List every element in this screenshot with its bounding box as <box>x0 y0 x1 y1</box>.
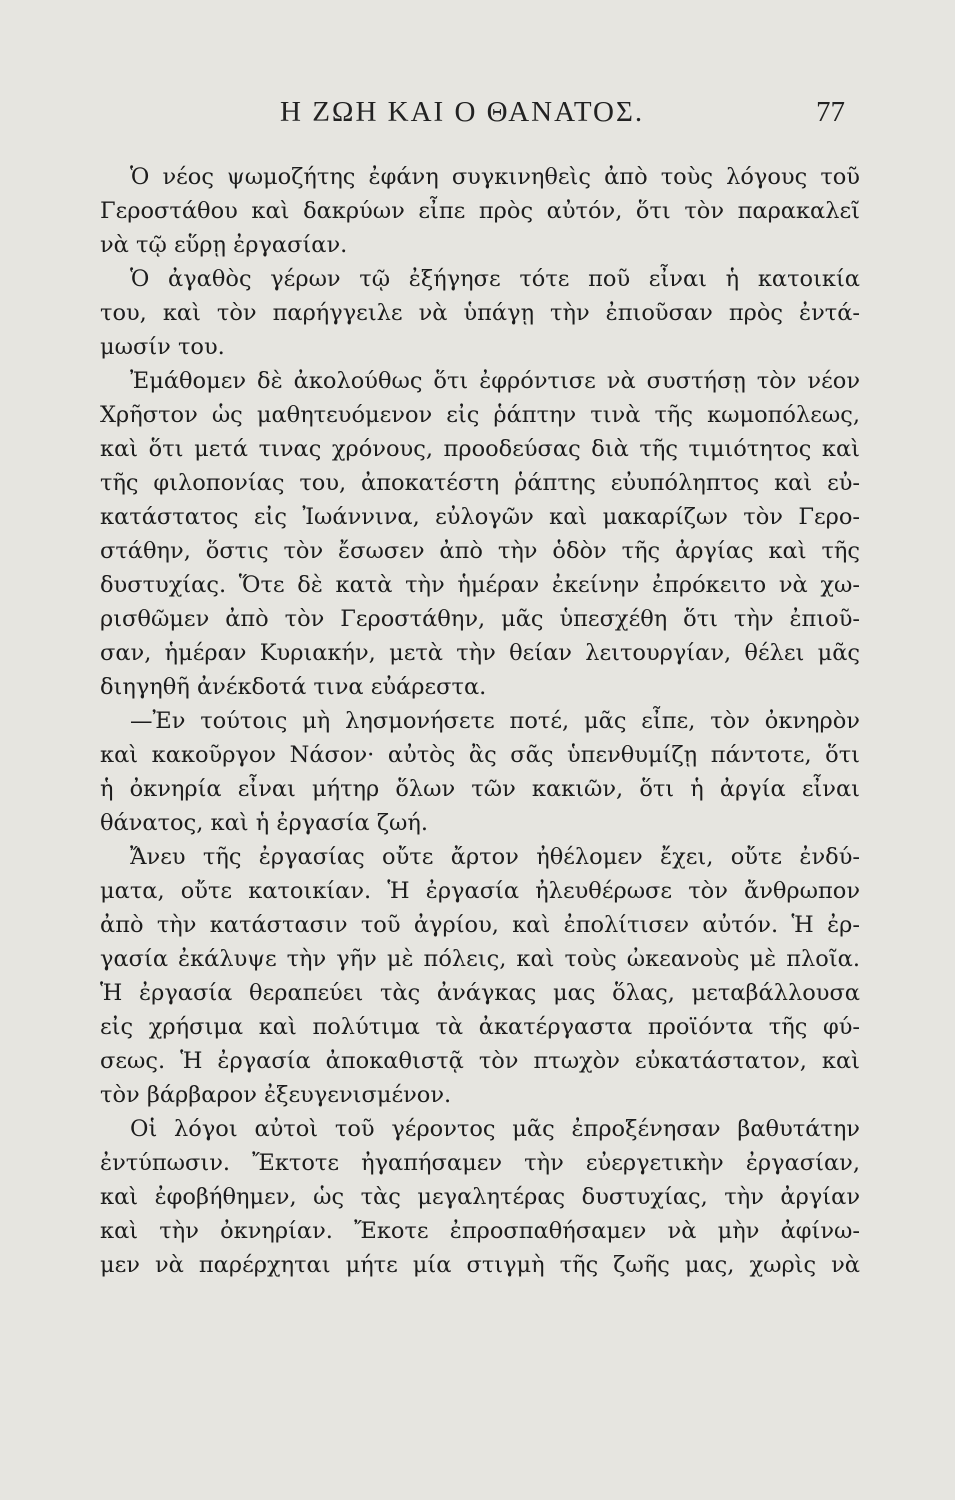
text-line: κατάστατος εἰς Ἰωάννινα, εὐλογῶν καὶ μακαρίζων τὸν Γερο- <box>100 504 860 530</box>
text-line: —Ἐν τούτοις μὴ λησμονήσετε ποτέ, μᾶς εἶπε, τὸν ὀκνηρὸν <box>130 708 860 734</box>
body-text <box>100 160 860 1282</box>
text-line: θάνατος, καὶ ἡ ἐργασία ζωή. <box>100 810 429 836</box>
text-line: Οἱ λόγοι αὐτοὶ τοῦ γέροντος μᾶς ἐπροξένησαν βαθυτάτην <box>130 1116 860 1142</box>
text-line: ἡ ὀκνηρία εἶναι μήτηρ ὅλων τῶν κακιῶν, ὅτι ἡ ἀργία εἶναι <box>100 776 860 802</box>
text-line: στάθην, ὅστις τὸν ἔσωσεν ἀπὸ τὴν ὁδὸν τῆς ἀργίας καὶ τῆς <box>100 538 860 564</box>
text-line: Ἐμάθομεν δὲ ἀκολούθως ὅτι ἐφρόντισε νὰ συστήσῃ τὸν νέον <box>130 368 860 394</box>
text-line: ρισθῶμεν ἀπὸ τὸν Γεροστάθην, μᾶς ὑπεσχέθη ὅτι τὴν ἐπιοῦ- <box>100 606 860 632</box>
text-line: ἀπὸ τὴν κατάστασιν τοῦ ἀγρίου, καὶ ἐπολίτισεν αὐτόν. Ἡ ἐρ- <box>100 912 860 938</box>
text-line: γασία ἐκάλυψε τὴν γῆν μὲ πόλεις, καὶ τοὺς ὠκεανοὺς μὲ πλοῖα. <box>100 946 860 972</box>
text-line: καὶ ἐφοβήθημεν, ὡς τὰς μεγαλητέρας δυστυχίας, τὴν ἀργίαν <box>100 1184 860 1210</box>
running-title: Η ΖΩΗ ΚΑΙ Ο ΘΑΝΑΤΟΣ. <box>280 96 645 128</box>
text-line: Ὁ ἀγαθὸς γέρων τῷ ἐξήγησε τότε ποῦ εἶναι ἡ κατοικία <box>130 266 860 292</box>
text-line: ματα, οὔτε κατοικίαν. Ἡ ἐργασία ἠλευθέρωσε τὸν ἄνθρωπον <box>100 878 860 904</box>
text-line: τὸν βάρβαρον ἐξευγενισμένον. <box>100 1082 452 1108</box>
text-line: σαν, ἡμέραν Κυριακήν, μετὰ τὴν θείαν λειτουργίαν, θέλει μᾶς <box>100 640 860 666</box>
text-line: τῆς φιλοπονίας του, ἀποκατέστη ῥάπτης εὐυπόληπτος καὶ εὐ- <box>100 470 860 496</box>
text-line: Ὁ νέος ψωμοζήτης ἐφάνη συγκινηθεὶς ἀπὸ τοὺς λόγους τοῦ <box>130 164 860 190</box>
text-line: Γεροστάθου καὶ δακρύων εἶπε πρὸς αὐτόν, ὅτι τὸν παρακαλεῖ <box>100 198 860 224</box>
text-line: καὶ τὴν ὀκνηρίαν. Ἔκοτε ἐπροσπαθήσαμεν νὰ μὴν ἀφίνω- <box>100 1218 860 1244</box>
text-line: διηγηθῆ ἀνέκδοτά τινα εὐάρεστα. <box>100 674 487 700</box>
text-line: μωσίν του. <box>100 334 225 360</box>
text-line: καὶ ὅτι μετά τινας χρόνους, προοδεύσας διὰ τῆς τιμιότητος καὶ <box>100 436 860 462</box>
text-line: του, καὶ τὸν παρήγγειλε νὰ ὑπάγῃ τὴν ἐπιοῦσαν πρὸς ἐντά- <box>100 300 860 326</box>
text-line: εἰς χρήσιμα καὶ πολύτιμα τὰ ἀκατέργαστα προϊόντα τῆς φύ- <box>100 1014 860 1040</box>
text-line: σεως. Ἡ ἐργασία ἀποκαθιστᾷ τὸν πτωχὸν εὐκατάστατον, καὶ <box>100 1048 860 1074</box>
text-line: νὰ τῷ εὕρῃ ἐργασίαν. <box>100 232 348 258</box>
text-line: καὶ κακοῦργον Νάσον· αὐτὸς ἂς σᾶς ὑπενθυμίζῃ πάντοτε, ὅτι <box>100 742 860 768</box>
text-line: Ἡ ἐργασία θεραπεύει τὰς ἀνάγκας μας ὅλας, μεταβάλλουσα <box>100 980 860 1006</box>
text-line: Χρῆστον ὡς μαθητευόμενον εἰς ῥάπτην τινὰ τῆς κωμοπόλεως, <box>100 402 860 428</box>
running-header <box>0 96 955 136</box>
text-line: μεν νὰ παρέρχηται μήτε μία στιγμὴ τῆς ζωῆς μας, χωρὶς νὰ <box>100 1252 860 1278</box>
text-line: δυστυχίας. Ὅτε δὲ κατὰ τὴν ἡμέραν ἐκείνην ἐπρόκειτο νὰ χω- <box>100 572 860 598</box>
page-number: 77 <box>816 96 845 128</box>
text-line: Ἄνευ τῆς ἐργασίας οὔτε ἄρτον ἠθέλομεν ἔχει, οὔτε ἐνδύ- <box>130 844 860 870</box>
text-line: ἐντύπωσιν. Ἔκτοτε ἠγαπήσαμεν τὴν εὐεργετικὴν ἐργασίαν, <box>100 1150 860 1176</box>
